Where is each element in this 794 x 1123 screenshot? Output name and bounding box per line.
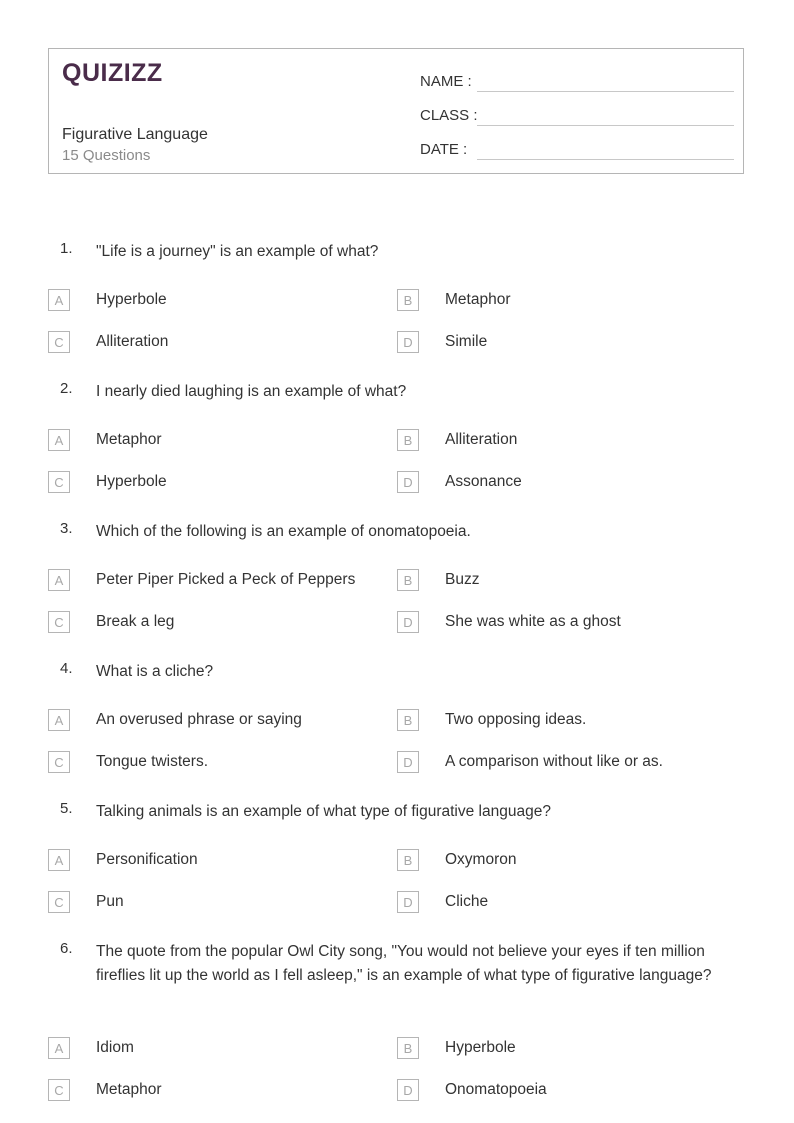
option-letter-box: D — [397, 331, 419, 353]
option-text: Hyperbole — [96, 291, 167, 308]
option-text: Hyperbole — [445, 1039, 516, 1056]
option-text: Hyperbole — [96, 473, 167, 490]
question-text: The quote from the popular Owl City song, "You would not believe your eyes if ten million fireflies lit up the world as I fell asleep," is an example of what type of figurative language? — [96, 943, 712, 984]
option-letter-box: A — [48, 289, 70, 311]
option-text: Tongue twisters. — [96, 753, 208, 770]
option-text: She was white as a ghost — [445, 613, 621, 630]
option-letter-box: D — [397, 1079, 419, 1101]
date-field[interactable] — [420, 133, 734, 161]
option-letter-box: B — [397, 709, 419, 731]
option-letter-box: B — [397, 849, 419, 871]
option-text: Assonance — [445, 473, 522, 490]
option-text: Break a leg — [96, 613, 175, 630]
name-field[interactable] — [420, 65, 734, 93]
class-line[interactable] — [477, 125, 734, 126]
question-number: 6. — [60, 940, 73, 957]
option-text: A comparison without like or as. — [445, 753, 663, 770]
question-number: 4. — [60, 660, 73, 677]
option-letter-box: C — [48, 891, 70, 913]
date-line[interactable] — [477, 159, 734, 160]
option-letter-box: B — [397, 429, 419, 451]
question-text: Talking animals is an example of what type of figurative language? — [96, 803, 551, 820]
option-letter-box: B — [397, 569, 419, 591]
option-text: Peter Piper Picked a Peck of Peppers — [96, 571, 356, 588]
name-line[interactable] — [477, 91, 734, 92]
question-text: What is a cliche? — [96, 663, 214, 680]
option-text: Alliteration — [96, 333, 169, 350]
question-number: 1. — [60, 240, 73, 257]
option-text: An overused phrase or saying — [96, 711, 302, 728]
option-letter-box: B — [397, 289, 419, 311]
option-letter-box: C — [48, 751, 70, 773]
option-text: Alliteration — [445, 431, 518, 448]
option-letter-box: C — [48, 471, 70, 493]
question-number: 3. — [60, 520, 73, 537]
option-text: Personification — [96, 851, 198, 868]
option-text: Oxymoron — [445, 851, 517, 868]
option-text: Idiom — [96, 1039, 134, 1056]
option-text: Metaphor — [96, 431, 162, 448]
option-text: Cliche — [445, 893, 489, 910]
option-letter-box: A — [48, 709, 70, 731]
option-text: Two opposing ideas. — [445, 711, 587, 728]
question-text: "Life is a journey" is an example of what? — [96, 243, 379, 260]
worksheet-header — [48, 48, 744, 174]
quizizz-logo: QUIZIZZ — [62, 59, 163, 87]
class-label: CLASS : — [420, 107, 478, 124]
class-field[interactable] — [420, 99, 734, 127]
option-text: Metaphor — [445, 291, 511, 308]
question-number: 5. — [60, 800, 73, 817]
option-letter-box: A — [48, 849, 70, 871]
option-letter-box: A — [48, 1037, 70, 1059]
option-letter-box: C — [48, 1079, 70, 1101]
question-count: 15 Questions — [62, 147, 151, 164]
option-letter-box: B — [397, 1037, 419, 1059]
option-letter-box: A — [48, 429, 70, 451]
option-letter-box: D — [397, 611, 419, 633]
option-letter-box: A — [48, 569, 70, 591]
question-text: Which of the following is an example of onomatopoeia. — [96, 523, 471, 540]
question-number: 2. — [60, 380, 73, 397]
date-label: DATE : — [420, 141, 468, 158]
option-letter-box: C — [48, 331, 70, 353]
question-text: I nearly died laughing is an example of what? — [96, 383, 407, 400]
option-letter-box: D — [397, 471, 419, 493]
worksheet-title: Figurative Language — [62, 126, 208, 143]
option-text: Pun — [96, 893, 124, 910]
option-text: Onomatopoeia — [445, 1081, 547, 1098]
name-label: NAME : — [420, 73, 472, 90]
option-text: Buzz — [445, 571, 480, 588]
option-letter-box: C — [48, 611, 70, 633]
option-letter-box: D — [397, 751, 419, 773]
option-text: Metaphor — [96, 1081, 162, 1098]
option-letter-box: D — [397, 891, 419, 913]
option-text: Simile — [445, 333, 488, 350]
